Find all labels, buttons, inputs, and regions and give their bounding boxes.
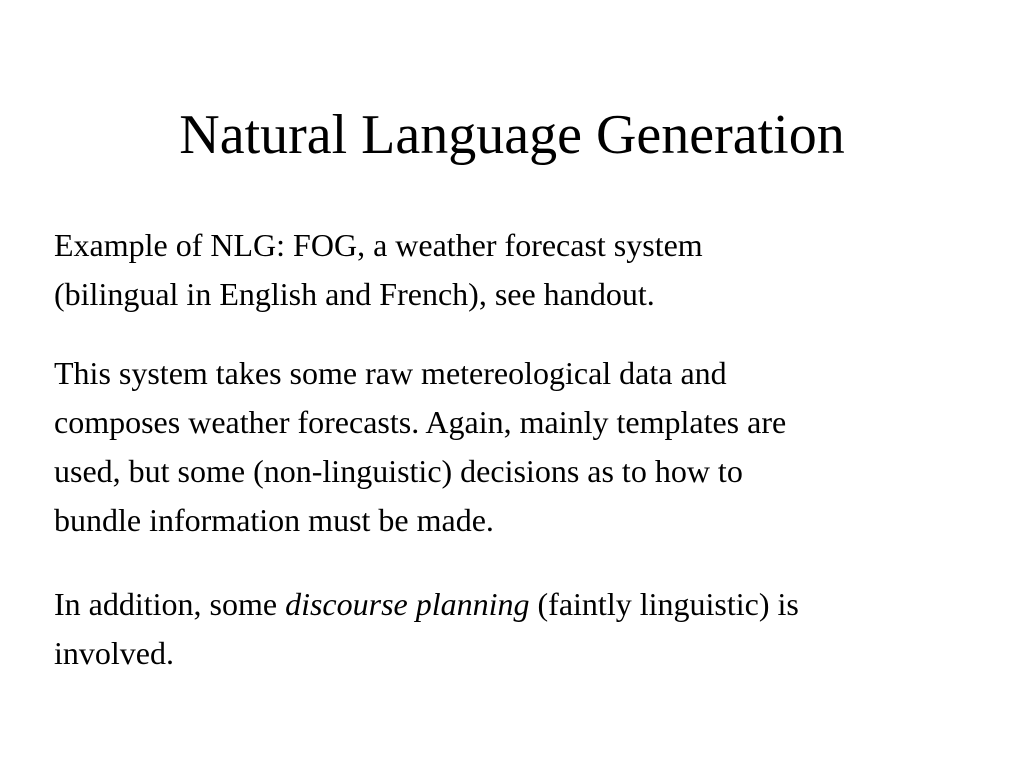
paragraph-line: This system takes some raw metereological data and <box>54 355 727 391</box>
line-text: (faintly linguistic) is <box>529 586 799 622</box>
emphasized-term: discourse planning <box>285 586 530 622</box>
paragraph-line: used, but some (non-linguistic) decisions as to how to <box>54 453 743 489</box>
paragraph-line: (bilingual in English and French), see handout. <box>54 276 655 312</box>
paragraph-line: composes weather forecasts. Again, mainly templates are <box>54 404 787 440</box>
paragraph-line <box>54 580 1004 629</box>
paragraph-line: Example of NLG: FOG, a weather forecast system <box>54 227 703 263</box>
paragraph-line: involved. <box>54 635 174 671</box>
paragraph-line: bundle information must be made. <box>54 502 494 538</box>
slide-title: Natural Language Generation <box>179 104 845 166</box>
paragraph-system-description <box>54 349 1004 545</box>
paragraph-fog-example <box>54 221 1004 319</box>
paragraph-discourse-planning <box>54 580 1004 678</box>
line-text: In addition, some <box>54 586 286 622</box>
